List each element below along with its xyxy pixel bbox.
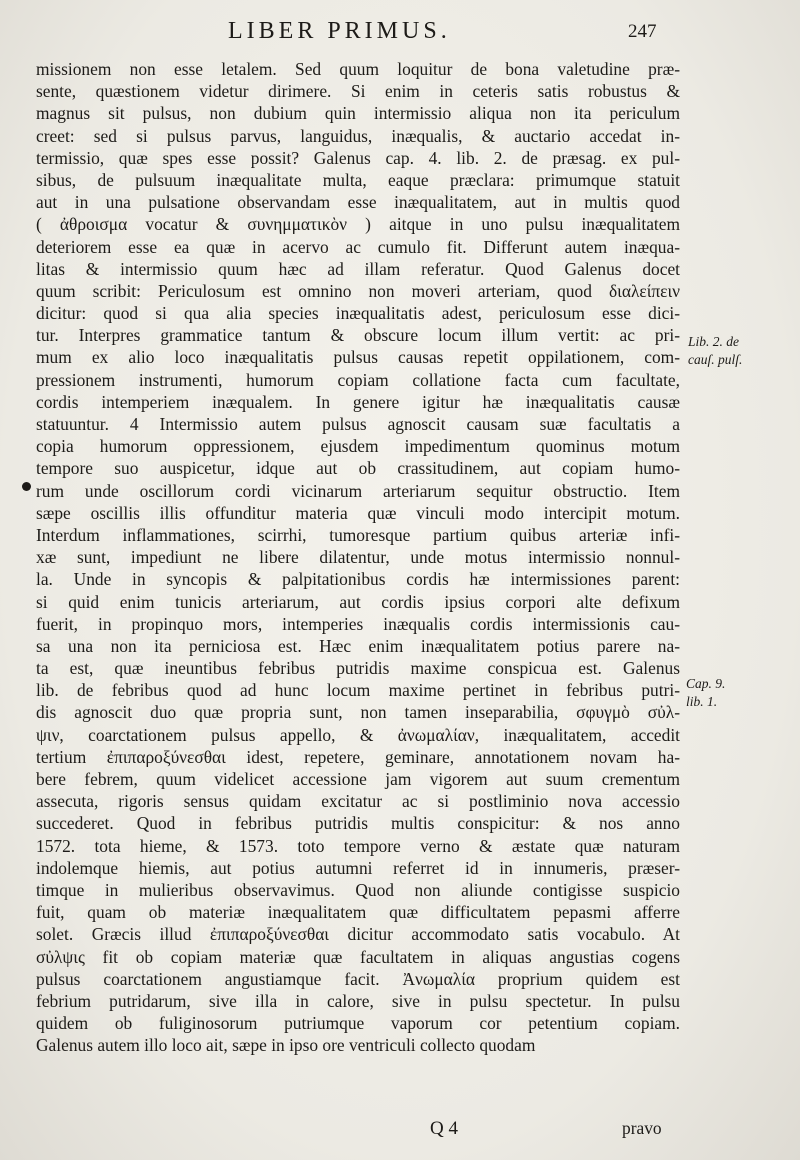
- page-number: 247: [628, 21, 657, 42]
- text-line: dis agnoscit duo quæ propria sunt, non tamen inseparabilia, σφυγμὸ σὐλ-: [36, 702, 680, 723]
- text-line: dicitur: quod si qua alia species inæqualitatis adest, periculosum esse dici-: [36, 303, 680, 324]
- text-line: mum ex alio loco inæqualitatis pulsus causas repetit oppilationem, com-: [36, 347, 680, 368]
- text-line: Interdum inflammationes, scirrhi, tumoresque partium quibus arteriæ infi-: [36, 524, 680, 545]
- text-line: missionem non esse letalem. Sed quum loquitur de bona valetudine præ-: [36, 59, 680, 79]
- text-line: cordis intemperiem inæqualem. In genere igitur hæ inæqualitatis causæ: [36, 391, 680, 412]
- text-line: assecuta, rigoris sensus quidam excitatur ac si postliminio nova accessio: [36, 791, 680, 812]
- text-line: pulsus coarctationem angustiamque facit. Ἀνωμαλία proprium quidem est: [36, 968, 680, 989]
- text-line: sæpe oscillis illis offunditur materia quæ vinculi modo intercipit motum.: [36, 502, 680, 523]
- margin-note-line: cauſ. pulſ.: [688, 352, 743, 367]
- text-line: sente, quæstionem videtur dirimere. Si enim in ceteris satis robustus &: [36, 81, 680, 102]
- text-line: quum scribit: Periculosum est omnino non moveri arteriam, quod διαλείπειν: [36, 280, 680, 301]
- text-line: indolemque hiemis, aut potius autumni referret id in innumeris, præser-: [36, 857, 680, 878]
- text-line: tempore suo auspicetur, idque aut ob crassitudinem, aut copiam humo-: [36, 458, 680, 479]
- text-line: litas & intermissio quum hæc ad illam referatur. Quod Galenus docet: [36, 258, 680, 279]
- margin-note: [686, 675, 725, 711]
- text-line: timque in mulieribus observavimus. Quod non aliunde contigisse suspicio: [36, 879, 680, 900]
- running-head: [0, 18, 800, 52]
- text-line: bere febrem, quum videlicet accessione jam vigorem aut suum crementum: [36, 769, 680, 789]
- margin-note-line: Cap. 9.: [686, 676, 726, 691]
- text-line: quidem ob fuliginosorum putriumque vaporum cor petentium copiam.: [36, 1013, 680, 1034]
- text-line: si quid enim tunicis arteriarum, aut cordis ipsius corpori alte defixum: [36, 591, 680, 612]
- text-line: σὐλψις fit ob copiam materiæ quæ facultatem in aliquas angustias cogens: [36, 946, 680, 967]
- ink-spot-mark: [22, 482, 31, 491]
- text-line: aut in una pulsatione observandam esse inæqualitatem, aut in multis quod: [36, 192, 680, 213]
- signature-mark: Q 4: [430, 1118, 458, 1139]
- text-line: deteriorem esse ea quæ in acervo ac cumulo fit. Differunt autem inæqua-: [36, 236, 680, 257]
- text-line: fuerit, in propinquo mors, intemperies inæqualis cordis intermissionis cau-: [36, 613, 680, 634]
- text-line: pressionem instrumenti, humorum copiam collatione facta cum facultate,: [36, 369, 680, 390]
- text-line: ψιν, coarctationem pulsus appello, & ἀνωμαλίαν, inæqualitatem, accedit: [36, 724, 680, 745]
- text-line: sibus, de pulsuum inæqualitate multa, eaque præclara: primumque statuit: [36, 169, 680, 190]
- text-line: copia humorum oppressionem, ejusdem impedimentum quominus motum: [36, 436, 680, 457]
- text-line: succederet. Quod in febribus putridis multis conspicitur: & nos anno: [36, 813, 680, 834]
- text-line: xæ sunt, impediunt ne libere dilatentur, unde motus intermissio nonnul-: [36, 547, 680, 568]
- text-line: sa una non ita perniciosa est. Hæc enim inæqualitatem potius parere na-: [36, 635, 680, 656]
- margin-note-line: Lib. 2. de: [688, 334, 740, 349]
- text-line: la. Unde in syncopis & palpitationibus cordis hæ intermissiones parent:: [36, 569, 680, 590]
- text-line: fuit, quam ob materiæ inæqualitatem quæ difficultatem pepasmi afferre: [36, 902, 680, 923]
- margin-note: [688, 333, 742, 369]
- text-line: febrium putridarum, sive illa in calore, sive in pulsu spectetur. In pulsu: [36, 990, 680, 1011]
- text-line: magnus sit pulsus, non dubium quin intermissio aliqua non ita periculum: [36, 103, 680, 124]
- catchword: pravo: [622, 1118, 662, 1138]
- text-line: rum unde oscillorum cordi vicinarum arteriarum sequitur obstructio. Item: [36, 480, 680, 501]
- text-line: tertium ἐπιπαροξύνεσθαι idest, repetere, geminare, annotationem novam ha-: [36, 746, 680, 767]
- text-line: tur. Interpres grammatice tantum & obscure locum illum vertit: ac pri-: [36, 325, 680, 346]
- text-line: termissio, quæ spes esse possit? Galenus cap. 4. lib. 2. de præsag. ex pul-: [36, 147, 680, 168]
- text-line: solet. Græcis illud ἐπιπαροξύνεσθαι dicitur accommodato satis vocabulo. At: [36, 924, 680, 945]
- running-title: LIBER PRIMUS.: [228, 18, 451, 44]
- text-line: ( ἀθροισμα vocatur & συνημματικὸν ) aitque in uno pulsu inæqualitatem: [36, 214, 680, 235]
- text-line: Galenus autem illo loco ait, sæpe in ipso ore ventriculi collecto quodam: [36, 1035, 536, 1056]
- text-line: ta est, quæ ineuntibus febribus putridis maxime conspicua est. Galenus: [36, 658, 680, 679]
- text-line: 1572. tota hieme, & 1573. toto tempore verno & æstate quæ naturam: [36, 835, 680, 856]
- text-line: creet: sed si pulsus parvus, languidus, inæqualis, & auctario accedat in-: [36, 125, 680, 146]
- body-text: [36, 58, 680, 1056]
- text-line: lib. de febribus quod ad hunc locum maxime pertinet in febribus putri-: [36, 680, 680, 701]
- text-line: statuuntur. 4 Intermissio autem pulsus agnoscit causam suæ facultatis a: [36, 414, 680, 434]
- margin-note-line: lib. 1.: [686, 694, 718, 709]
